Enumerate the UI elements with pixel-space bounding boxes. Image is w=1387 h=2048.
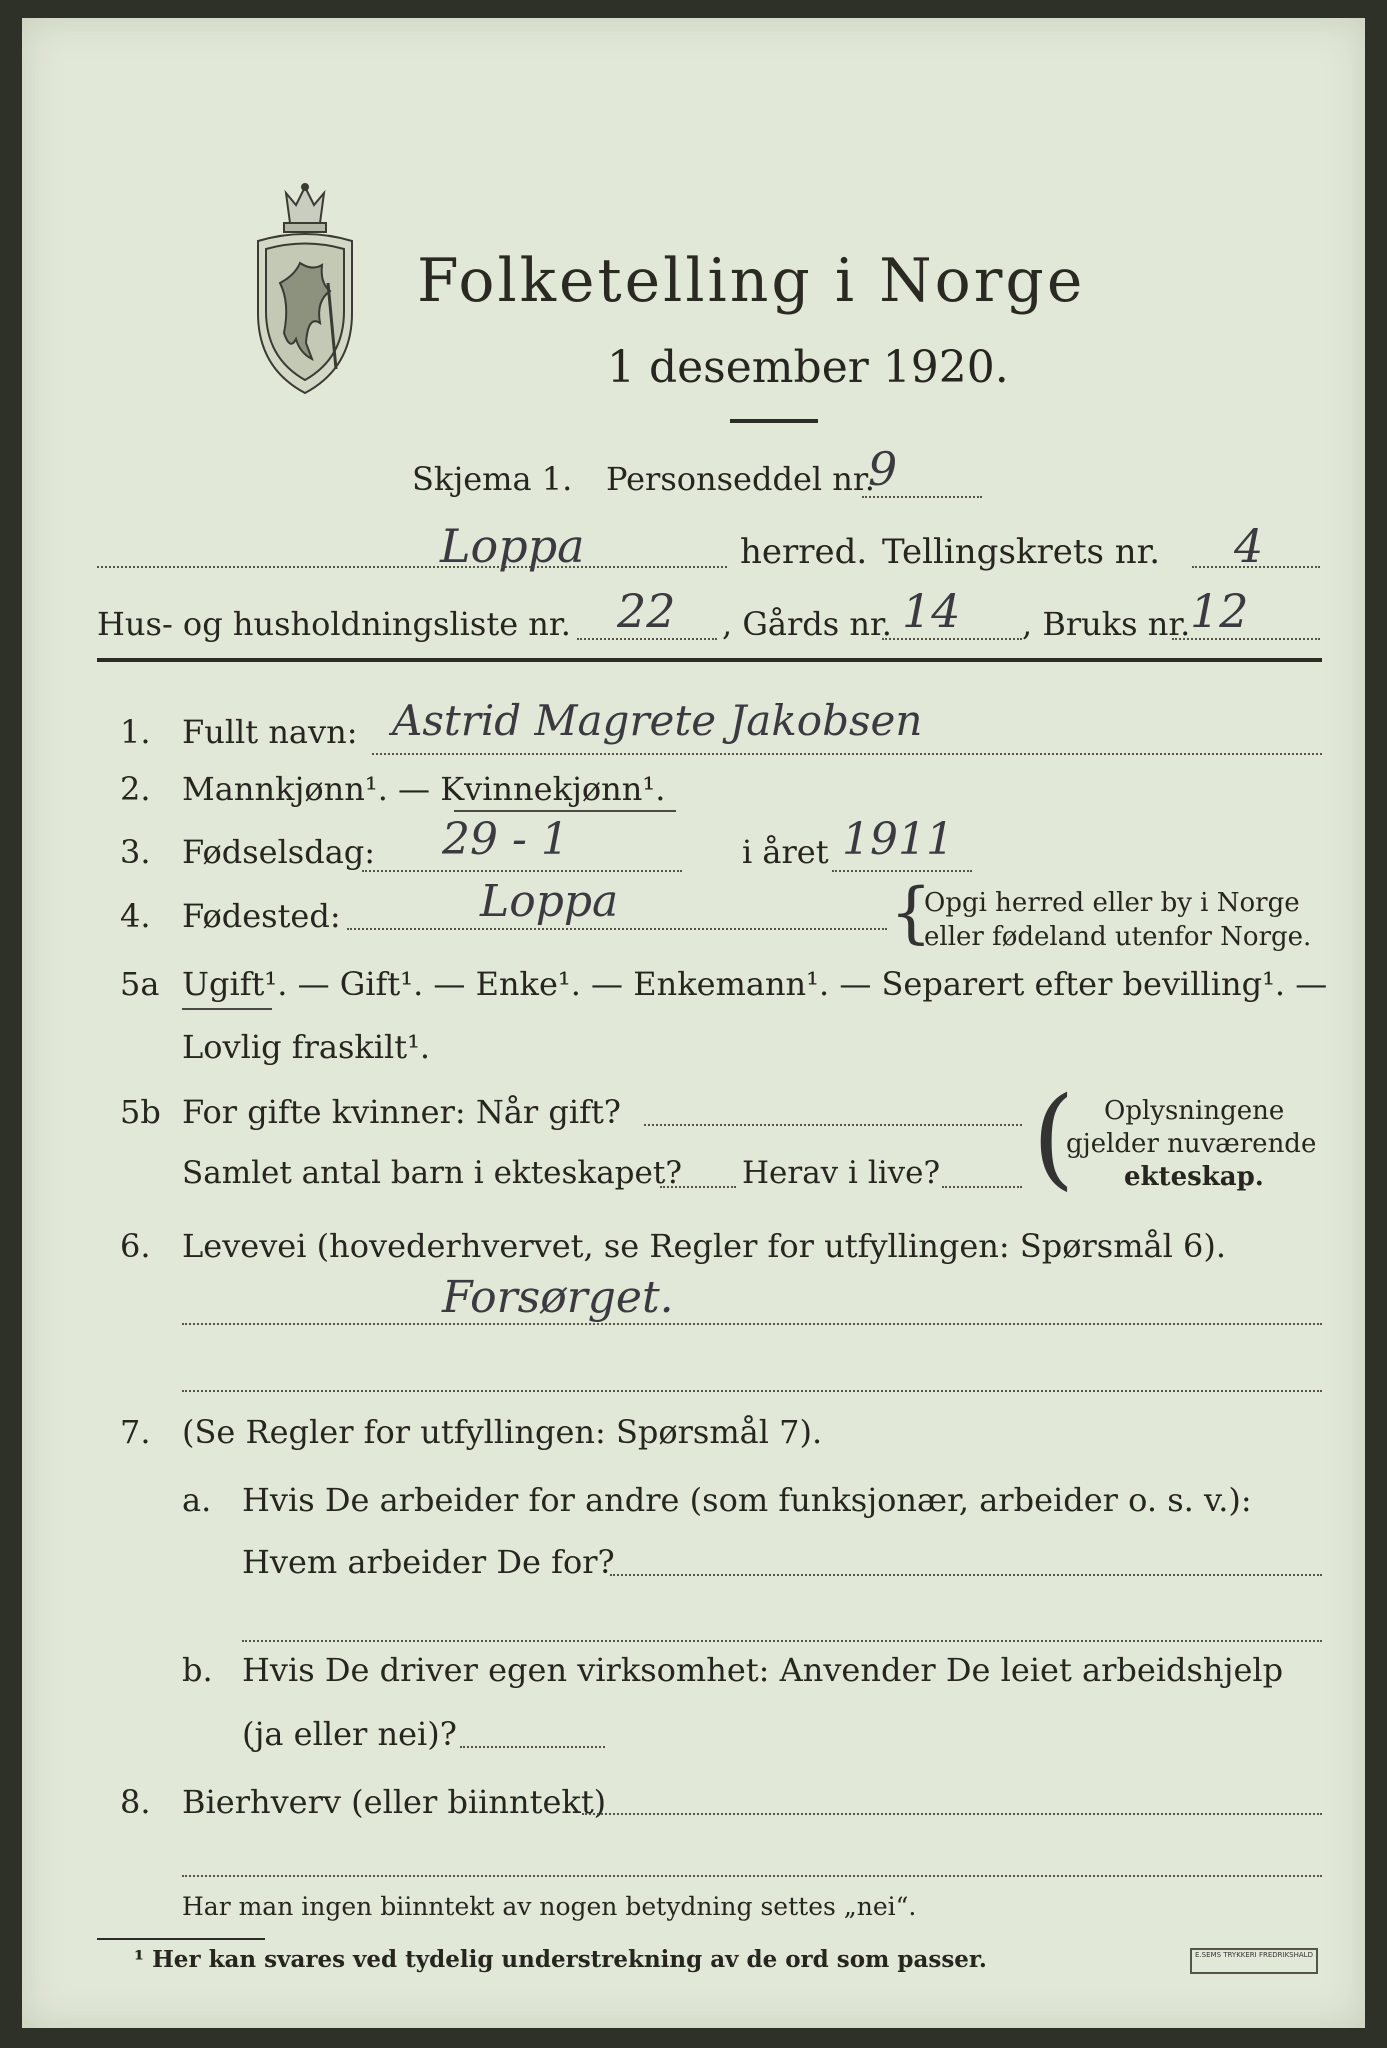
- q1-number: 1.: [120, 713, 151, 751]
- q6-line2: [182, 1390, 1322, 1392]
- personseddel-line: [862, 496, 982, 498]
- gards-line: [882, 638, 1022, 640]
- coat-of-arms-icon: [250, 183, 360, 398]
- q2-label: Mannkjønn¹. — Kvinnekjønn¹.: [182, 770, 666, 808]
- q4-label: Fødested:: [182, 897, 341, 935]
- tellingskrets-label: Tellingskrets nr.: [882, 532, 1161, 572]
- footnote: ¹ Her kan svares ved tydelig understrekning av de ord som passer.: [134, 1946, 987, 1973]
- q5b-note-line2: gjelder nuværende: [1066, 1129, 1317, 1159]
- tellingskrets-value: 4: [1234, 519, 1264, 573]
- q7-number: 7.: [120, 1413, 151, 1451]
- gards-label: , Gårds nr.: [722, 605, 892, 643]
- q5a-line1: Ugift¹. — Gift¹. — Enke¹. — Enkemann¹. — Separert efter bevilling¹. —: [182, 965, 1328, 1003]
- q5b-number: 5b: [120, 1093, 161, 1131]
- q4-note-line1: Opgi herred eller by i Norge: [924, 888, 1300, 918]
- q7a-line-b: [242, 1640, 1322, 1642]
- q2-kvinnekjonn-underline: [454, 810, 676, 812]
- bruks-value: 12: [1190, 584, 1249, 638]
- q3-year-label: i året: [742, 833, 829, 871]
- q4-note-line2: eller fødeland utenfor Norge.: [924, 922, 1312, 952]
- header-divider: [97, 658, 1322, 662]
- q3-line: [362, 870, 682, 872]
- q1-label: Fullt navn:: [182, 713, 358, 751]
- q5b-note-line1: Oplysningene: [1104, 1096, 1285, 1126]
- q3-number: 3.: [120, 833, 151, 871]
- q8-label: Bierhverv (eller biinntekt): [182, 1783, 607, 1821]
- q7a-line2: Hvem arbeider De for?: [242, 1543, 615, 1581]
- printer-text: E.SEMS TRYKKERI FREDRIKSHALD: [1195, 1951, 1313, 1959]
- q6-line1: [182, 1323, 1322, 1325]
- q3-label: Fødselsdag:: [182, 833, 376, 871]
- q5b-live-line: [942, 1186, 1022, 1188]
- bruks-line: [1172, 638, 1320, 640]
- q7b-line1: Hvis De driver egen virksomhet: Anvender De leiet arbeidshjelp: [242, 1651, 1284, 1689]
- q1-line: [372, 753, 1322, 755]
- q7a-line-a: [610, 1574, 1322, 1576]
- q3-year-line: [832, 870, 972, 872]
- title-divider: [730, 419, 818, 423]
- herred-label: herred.: [740, 532, 868, 572]
- footnote-rule: [97, 1938, 265, 1940]
- personseddel-value: 9: [868, 442, 898, 496]
- q5b-note-brace: (: [1032, 1073, 1075, 1201]
- herred-value: Loppa: [440, 519, 585, 573]
- bruks-label: , Bruks nr.: [1022, 605, 1191, 643]
- q7-label: (Se Regler for utfyllingen: Spørsmål 7).: [182, 1413, 823, 1451]
- q5b-nar-gift-line: [644, 1124, 1022, 1126]
- q6-number: 6.: [120, 1227, 151, 1265]
- q4-note-brace: {: [890, 874, 932, 951]
- q5b-line2b: Herav i live?: [742, 1155, 941, 1191]
- q7b-letter: b.: [182, 1651, 213, 1689]
- skjema-label: Skjema 1.: [412, 460, 573, 498]
- q8-line2: [182, 1875, 1322, 1877]
- q7a-letter: a.: [182, 1481, 212, 1519]
- q1-value: Astrid Magrete Jakobsen: [392, 696, 923, 745]
- census-date: 1 desember 1920.: [607, 342, 1009, 393]
- q3-year-value: 1911: [842, 814, 954, 865]
- tellingskrets-line: [1192, 566, 1320, 568]
- q7b-line2: (ja eller nei)?: [242, 1715, 457, 1753]
- husliste-value: 22: [617, 584, 676, 638]
- form-title: Folketelling i Norge: [417, 246, 1086, 316]
- q5a-number: 5a: [120, 965, 160, 1003]
- q5b-line1: For gifte kvinner: Når gift?: [182, 1093, 621, 1131]
- q6-label: Levevei (hovederhvervet, se Regler for utfyllingen: Spørsmål 6).: [182, 1227, 1227, 1265]
- q8-number: 8.: [120, 1783, 151, 1821]
- husliste-label: Hus- og husholdningsliste nr.: [97, 605, 571, 643]
- q5b-barn-line: [660, 1186, 736, 1188]
- q5a-line2: Lovlig fraskilt¹.: [182, 1028, 431, 1066]
- printer-mark: [1190, 1948, 1318, 1974]
- q4-value: Loppa: [480, 876, 619, 927]
- q6-value: Forsørget.: [442, 1272, 674, 1323]
- q2-number: 2.: [120, 770, 151, 808]
- husliste-line: [577, 638, 717, 640]
- q7a-line1: Hvis De arbeider for andre (som funksjonær, arbeider o. s. v.):: [242, 1481, 1252, 1519]
- personseddel-label: Personseddel nr.: [606, 460, 875, 498]
- q5a-ugift-underline: [182, 1008, 272, 1010]
- q5b-note-line3: ekteskap.: [1124, 1162, 1264, 1192]
- q4-line: [347, 928, 887, 930]
- q5b-line2a: Samlet antal barn i ekteskapet?: [182, 1155, 682, 1191]
- q7b-line: [460, 1746, 605, 1748]
- note-nei: Har man ingen biinntekt av nogen betydning settes „nei“.: [182, 1892, 917, 1921]
- q3-value: 29 - 1: [442, 814, 569, 865]
- q8-line1: [582, 1813, 1322, 1815]
- gards-value: 14: [902, 584, 961, 638]
- herred-line: [97, 566, 727, 568]
- census-form-page: [22, 18, 1365, 2028]
- q4-number: 4.: [120, 897, 151, 935]
